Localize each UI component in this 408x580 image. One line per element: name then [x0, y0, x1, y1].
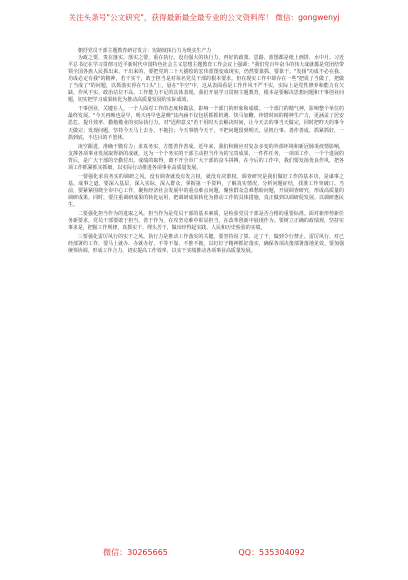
paragraph-4: 一要强化求真务实的调研之风。没有调查就没有发言权，就没有决策权。调查研究是我们做好工作的基本功，是谋事之基、成事之道。要深入基层，深入实际，深入群众，掌握第一手资料，了解真实情况，分析问题症结，找准工作突破口。当前，要紧紧围绕全市中心工作，聚焦经济社会发展中的重点难点问题，聚焦群众急难愁盼问题，开展调查研究，形成高质量的调研成果。同时，要注重调研成果的转化运用，把调研成果转化为推动工作的具体措施，真正做到以调研促发展、以调研惠民生。 [68, 173, 344, 208]
top-banner: 关注头条号"公文研究"，获得最新最全最专业的公文资料库！ 微信：gongwenyj [68, 13, 340, 22]
paragraph-5: 二要强化担当作为的进取之风。担当作为是党员干部的基本素质，是检验党员干部是否合格的重要标准。面对新形势新任务新要求，党员干部要敢于担当、善于作为，在攻坚克难中彰显担当，在改革创新中展现作为。要树立正确的政绩观，坚持实事求是，把握工作规律，真抓实干、埋头苦干，做出经得起实践、人民和历史检验的实绩。 [68, 211, 344, 232]
footer-qq: QQ：535304092 [238, 548, 305, 557]
paragraph-6: 三要强化雷厉风行的实干之风。执行力是推动工作落实的关键。要坚持说了算、定了干，做到令行禁止、雷厉风行，对已经部署的工作，要马上就办、办就办好，不等不靠、不推不拖，以钉钉子精神抓好落实，确保各项决策部署落地见效。要加强统筹协调，形成工作合力，切实提高工作效率，以实干实绩推动各项事业高质量发展。 [68, 234, 344, 255]
paragraph-3: 凌空跟进，准确干脆有力；求真务实，方能善作善成。近年来，我们积极应对复杂多变的外部环境和新冠肺炎疫情影响，支撑各项事业发展取得新的成就，这为一个个务实的干部主动担当作为的宝贵成果，一件件任务，一项项工作，一个个进展的背后，是广大干部的辛勤付出。成绩的取得，离不开全市广大干部的奋斗拼搏，在今后的工作中，我们要发扬优良作风，把各项工作抓紧抓实抓细，以实际行动推进各项事业高质量发展。 [68, 143, 344, 171]
document-title: 朝抒党员干部主题教育研讨发言：宪制度执行力为现实生产力 [77, 48, 212, 54]
footer-wechat: 微信：30265665 [103, 548, 168, 557]
paragraph-1: 为政之要，贵在落实。落实之要，重在执行。没有强大的执行力，再好的政策、思路、蓝图都是纸上画饼、水中月。习近平总书记在学习贯彻习近平新时代中国特色社会主义思想主题教育工作会议上强调："我们党百年奋斗的伟大成就都是党团结带领全国各族人民抓出来、干出来的，要把党的二十大描绘的宏伟蓝图变成现实，仍然要靠抓、要靠干。"发扬"功成不必在我、功成必定有我"的精神，若干实干，敢于担当是对每名党员干部的根本要求。但在现实工作中却存在一些"把说了当做了，把做了当成了"的问题，以抓落实停在"口头"上，悬在"半空"中，这从表面看是工作作风不严不实，实际上是党性修养和能力有欠缺、作风不实、政治站位不高、工作能力不足的具体表现。我们开展学习贯彻主题教育，根本是要解决思想问题和干事创业问题，切实把学习成果转化为推动高质量发展的实际成效。 [68, 55, 344, 104]
footer-contact [0, 545, 408, 561]
paragraph-2: 干事创业，关键在人，一个人面对工作的态度和做法，影响一个部门的形象和成绩。一个部门的精气神，影响整个单位的最终发展。"今天再晚也是早，明天再早也是晚"其内涵不仅包括抓抓机遇、快马加鞭，珍惜时间的精神生产力，更涵盖了居安思危、提升效率，勤勉敬业的实际执行力。对"迟伸意义"若干用时天去解决时间，让今天去的事当天做完，同时把昨天的事今天做完；发现问题，坚持今天马上去办，不拖拉；今天事情今天干，不把问题留到明天，见机行事、善作善成，抓紧抓好，一抓到底，不达目的不罢休。 [68, 106, 344, 141]
document-body [68, 48, 344, 255]
